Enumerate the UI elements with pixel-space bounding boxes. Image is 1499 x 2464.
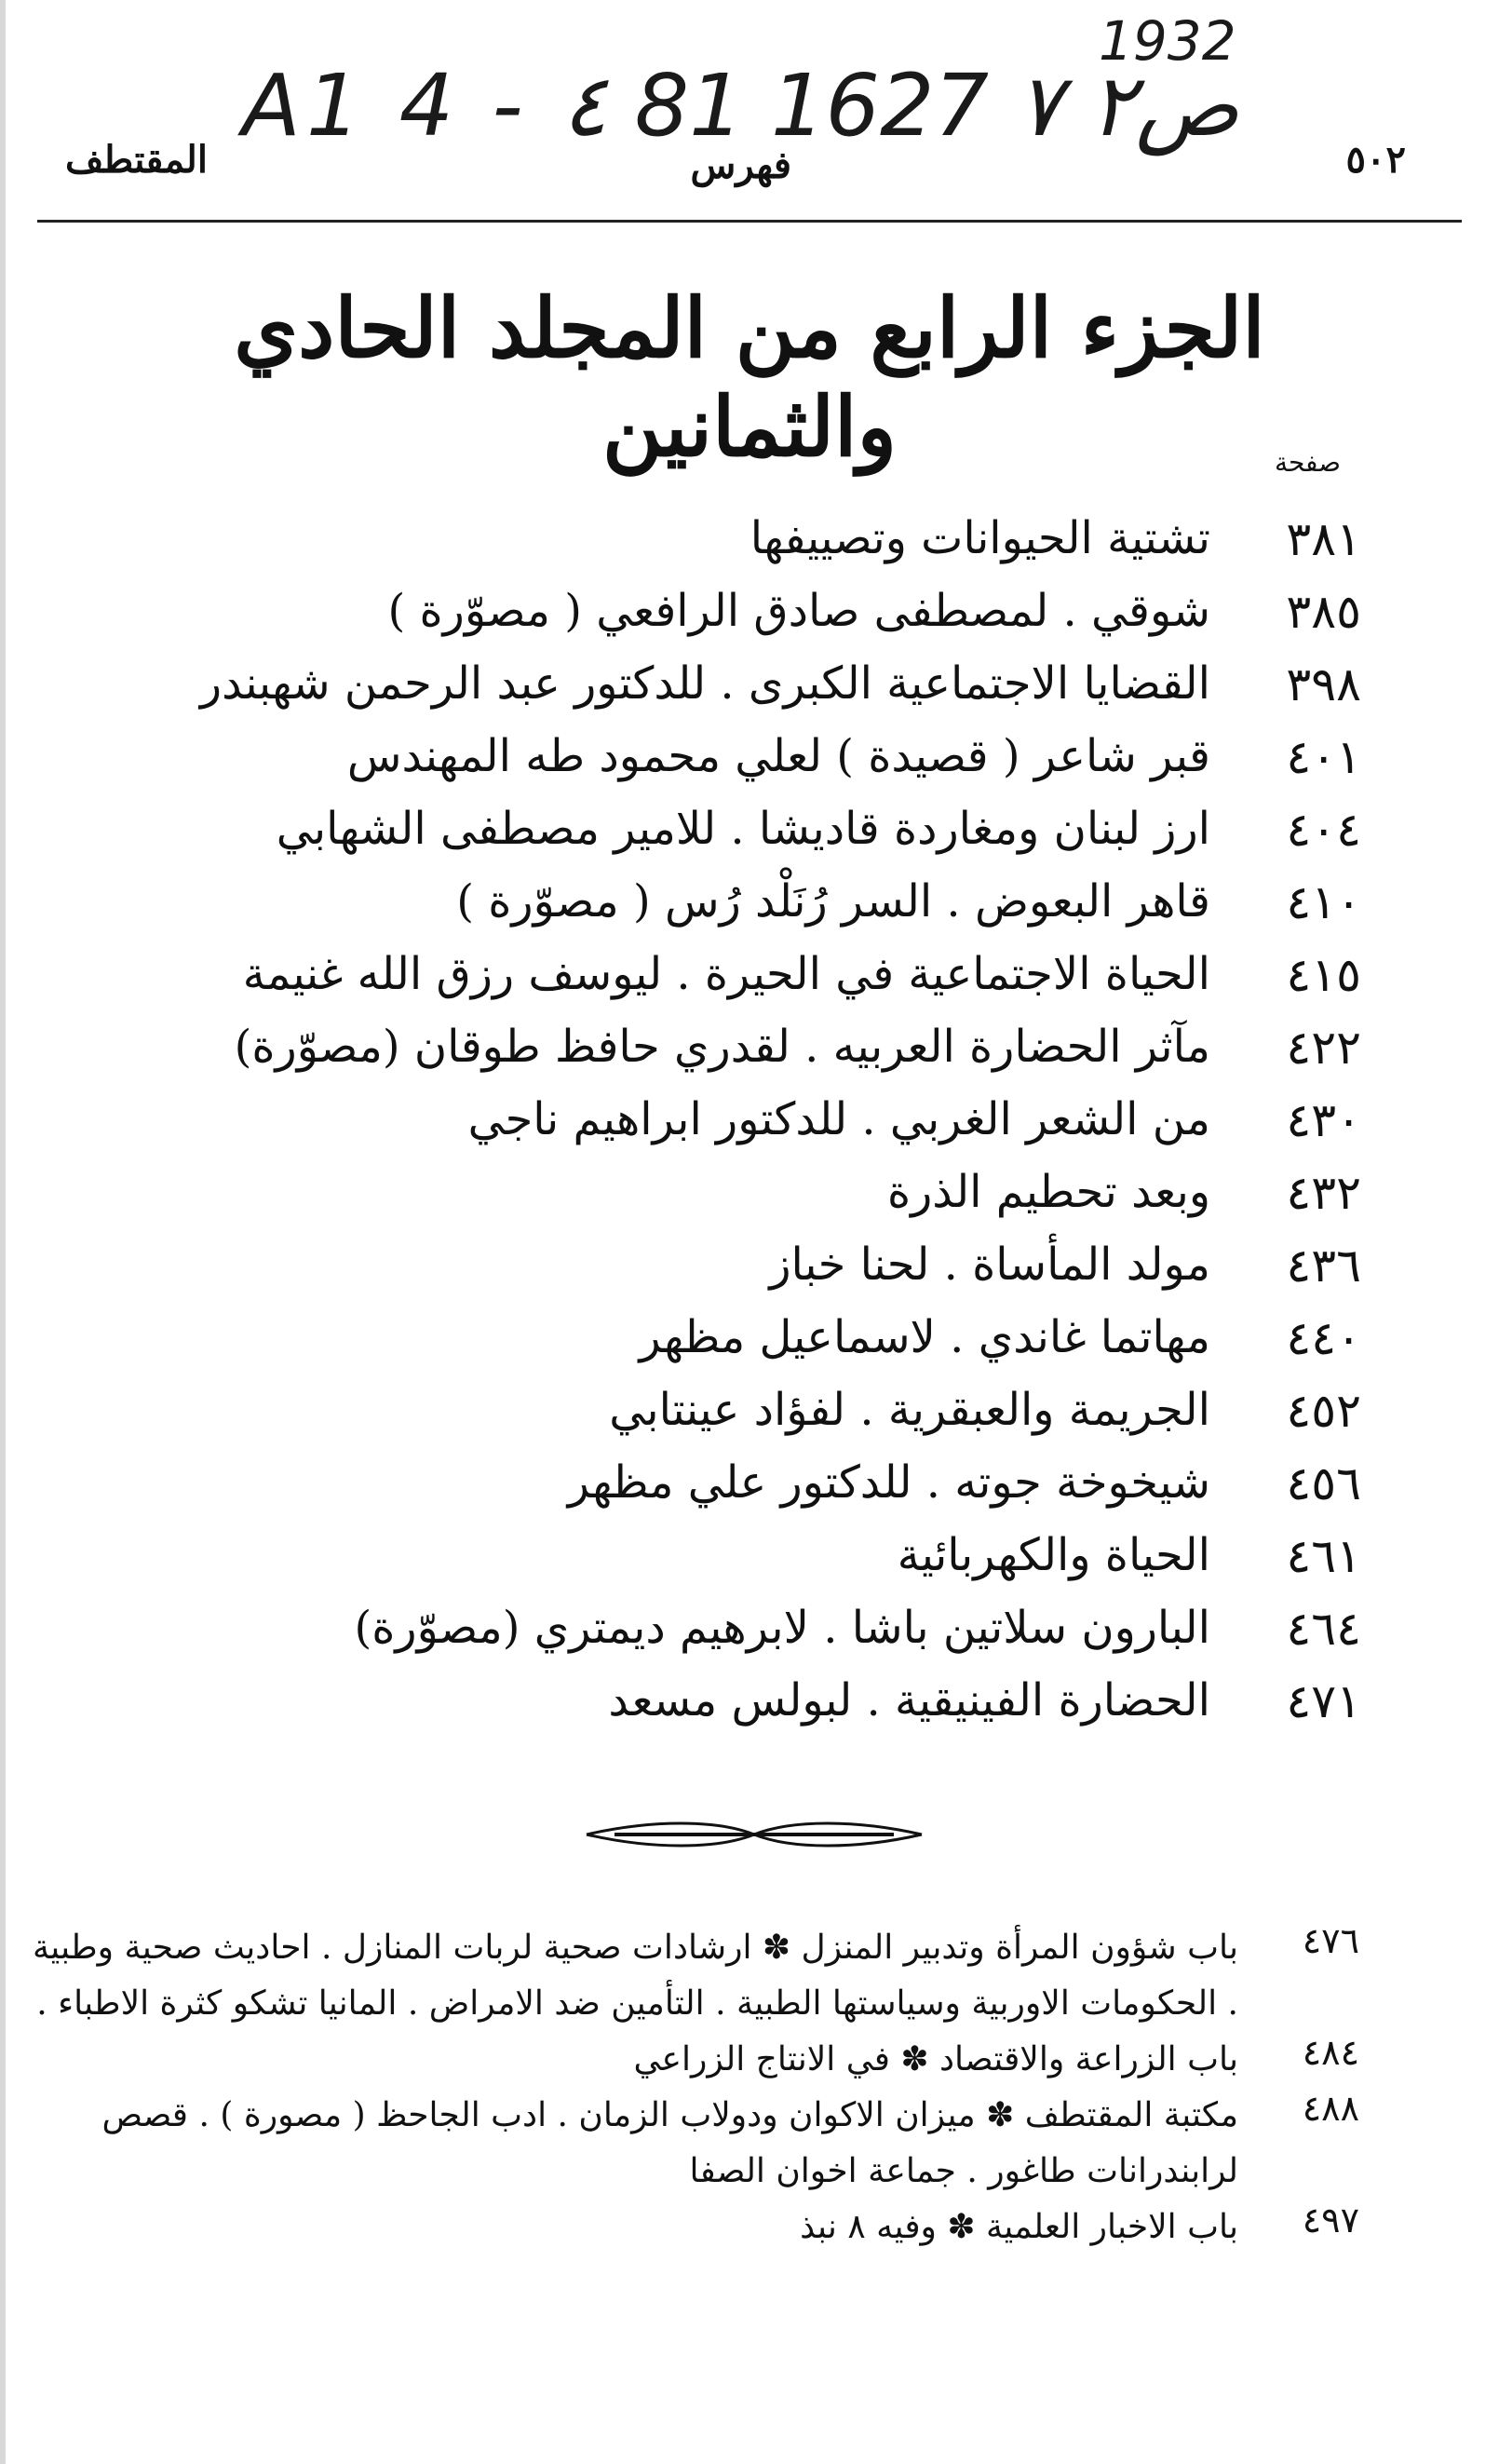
toc-entry-title: شيخوخة جوته . للدكتور علي مظهر bbox=[567, 1456, 1210, 1509]
header-rule bbox=[37, 220, 1462, 223]
toc-row bbox=[0, 1021, 1499, 1093]
toc-row bbox=[0, 585, 1499, 657]
toc-entry-title: قاهر البعوض . السر رُنَلْد رُس ( مصوّرة ) bbox=[456, 875, 1210, 927]
toc-entry-title: شوقي . لمصطفى صادق الرافعي ( مصوّرة ) bbox=[387, 585, 1210, 637]
page-column-label: صفحة bbox=[1274, 447, 1341, 478]
toc-entry-title: قبر شاعر ( قصيدة ) لعلي محمود طه المهندس bbox=[346, 730, 1210, 782]
toc-entry-title: من الشعر الغربي . للدكتور ابراهيم ناجي bbox=[467, 1093, 1210, 1145]
toc-page-number: ٣٨٥ bbox=[1286, 585, 1361, 639]
toc-row bbox=[0, 1384, 1499, 1456]
department-page-number: ٤٨٤ bbox=[1302, 2032, 1359, 2073]
toc-row bbox=[0, 730, 1499, 803]
toc-row bbox=[0, 1166, 1499, 1239]
toc-row bbox=[0, 1456, 1499, 1529]
department-entry: باب الزراعة والاقتصاد ✽ في الانتاج الزراعي bbox=[633, 2040, 1238, 2078]
toc-row bbox=[0, 875, 1499, 948]
handwritten-codes: A1 4 - ٤ 81 ص٢ ٧ 1627 bbox=[242, 56, 1239, 156]
toc-row bbox=[0, 1602, 1499, 1674]
toc-entry-title: الحياة الاجتماعية في الحيرة . ليوسف رزق الله غنيمة bbox=[242, 948, 1210, 1000]
toc-entry-title: الحياة والكهربائية bbox=[897, 1529, 1210, 1581]
toc-page-number: ٤٥٦ bbox=[1286, 1456, 1361, 1510]
toc-row bbox=[0, 512, 1499, 585]
department-page-number: ٤٨٨ bbox=[1302, 2088, 1359, 2129]
page-title: الجزء الرابع من المجلد الحادي والثمانين bbox=[234, 279, 1265, 475]
toc-entry-title: ارز لبنان ومغاردة قاديشا . للامير مصطفى الشهابي bbox=[276, 803, 1210, 855]
toc-page-number: ٤٧١ bbox=[1286, 1674, 1361, 1728]
toc-entry-title: الجريمة والعبقرية . لفؤاد عينتابي bbox=[609, 1384, 1210, 1436]
toc-entry-title: وبعد تحطيم الذرة bbox=[886, 1166, 1210, 1218]
toc-row bbox=[0, 1093, 1499, 1166]
running-header bbox=[65, 138, 1406, 194]
toc-row bbox=[0, 1674, 1499, 1747]
department-entry: باب الاخبار العلمية ✽ وفيه ٨ نبذ bbox=[800, 2208, 1238, 2246]
ornament-divider bbox=[577, 1816, 931, 1853]
toc-entry-title: تشتية الحيوانات وتصييفها bbox=[750, 512, 1210, 564]
toc-row bbox=[0, 657, 1499, 730]
toc-row bbox=[0, 948, 1499, 1021]
toc-entry-title: الحضارة الفينيقية . لبولس مسعد bbox=[608, 1674, 1210, 1726]
toc-page-number: ٤٦٤ bbox=[1286, 1602, 1361, 1656]
toc-page-number: ٣٨١ bbox=[1286, 512, 1361, 566]
toc-page-number: ٤٠٤ bbox=[1286, 803, 1361, 857]
department-page-number: ٤٧٦ bbox=[1302, 1920, 1359, 1961]
toc-entry-title: البارون سلاتين باشا . لابرهيم ديمتري (مصوّرة) bbox=[354, 1602, 1210, 1654]
toc-page-number: ٤١٥ bbox=[1286, 948, 1361, 1002]
toc-entry-title: مآثر الحضارة العربيه . لقدري حافظ طوقان (مصوّرة) bbox=[234, 1021, 1210, 1073]
toc-entry-title: مهاتما غاندي . لاسماعيل مظهر bbox=[639, 1311, 1210, 1363]
toc-page-number: ٤٢٢ bbox=[1286, 1021, 1361, 1075]
toc-page-number: ٤٣٢ bbox=[1286, 1166, 1361, 1220]
journal-name: المقتطف bbox=[65, 138, 208, 182]
department-entry: باب شؤون المرأة وتدبير المنزل ✽ ارشادات صحية لربات المنازل . احاديث صحية وطبية . الحكومات الاوربية وسياستها الطبية . التأمين ضد الامراض . المانيا تشكو كثرة الاطباء . bbox=[33, 1929, 1238, 2023]
toc-row bbox=[0, 803, 1499, 875]
toc-page-number: ٤٦١ bbox=[1286, 1529, 1361, 1583]
toc-page-number: ٤٤٠ bbox=[1286, 1311, 1361, 1365]
toc-row bbox=[0, 1311, 1499, 1384]
toc-row bbox=[0, 1529, 1499, 1602]
toc-page-number: ٤٥٢ bbox=[1286, 1384, 1361, 1438]
toc-page-number: ٤٣٦ bbox=[1286, 1239, 1361, 1293]
department-entry: مكتبة المقتطف ✽ ميزان الاكوان ودولاب الزمان . ادب الجاحظ ( مصورة ) . قصص لرابندرانات طاغور . جماعة اخوان الصفا bbox=[101, 2096, 1238, 2190]
toc-row bbox=[0, 1239, 1499, 1311]
toc-page-number: ٤١٠ bbox=[1286, 875, 1361, 929]
toc-entry-title: مولد المأساة . لحنا خباز bbox=[769, 1239, 1210, 1291]
handwritten-year: 1932 bbox=[1099, 9, 1236, 73]
page-number: ٥٠٢ bbox=[1345, 138, 1406, 182]
toc-page-number: ٤٣٠ bbox=[1286, 1093, 1361, 1147]
department-page-number: ٤٩٧ bbox=[1302, 2200, 1359, 2241]
toc-page-number: ٤٠١ bbox=[1286, 730, 1361, 784]
toc-entry-title: القضايا الاجتماعية الكبرى . للدكتور عبد الرحمن شهبندر bbox=[199, 657, 1210, 710]
toc-page-number: ٣٩٨ bbox=[1286, 657, 1361, 711]
section-name: فهرس bbox=[690, 143, 791, 187]
